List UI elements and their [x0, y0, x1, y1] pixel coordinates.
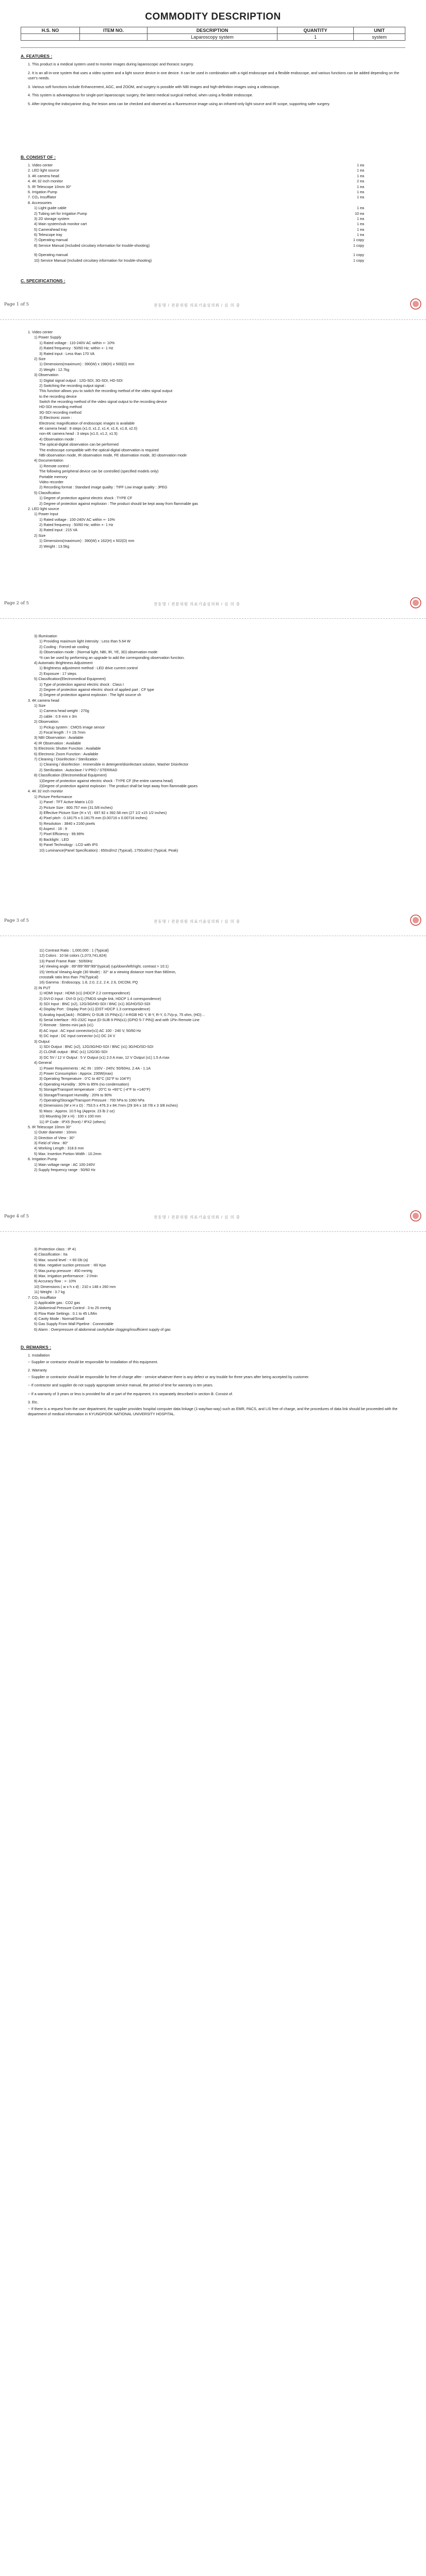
- consist-item-label: 8. Accessories: [28, 200, 52, 205]
- page-separator: [0, 319, 426, 320]
- spec-line: NBI observation mode, IR observation mode, FE observation mode, 3D observation mode: [39, 452, 187, 457]
- spec-line: 1) Picture Performance: [34, 794, 72, 799]
- consist-item-label: 2. LED light source: [28, 168, 59, 173]
- consist-item-label: 7) Operating manual: [34, 238, 68, 243]
- spec-line: The following peripheral device can be controlled (specified models only): [39, 469, 159, 474]
- spec-line: 6) Max. negative suction pressure : -60 Kpa: [34, 1263, 106, 1268]
- spec-line: 5) Gas Supply From Wall Pipeline : Connectable: [34, 1321, 113, 1327]
- consist-item-label: 5. IR Telescope 10mm 30°: [28, 184, 72, 189]
- spec-line: 1) Digital signal output : 12G-SDI, 3G-SDI, HD-SDI: [39, 378, 123, 383]
- remarks-title: D. REMARKS :: [21, 1345, 52, 1350]
- page-separator: [0, 618, 426, 619]
- consist-item: [21, 243, 405, 248]
- seal-stamp-icon: [409, 597, 422, 609]
- spec-line: 5) Max. sound level : < 60 Db (a): [34, 1257, 88, 1262]
- remark-item: -- Supplier or contractor should be responsible for installation of this equipment.: [28, 1359, 158, 1364]
- spec-line: 8) Backlight : LED: [39, 837, 69, 842]
- page-number: Page 1 of 5: [4, 302, 29, 307]
- spec-line: 4) Observation mode :: [39, 436, 76, 442]
- header-value-cell: 1: [277, 34, 354, 41]
- consist-item-label: 6. Irrigation Pump: [28, 189, 57, 194]
- consist-item: [21, 168, 405, 173]
- spec-line: 1) Dimensions(maximum) : 390(W) x 198(H) x 500(D) mm: [39, 362, 135, 367]
- spec-block-2: [21, 634, 405, 853]
- spec-line: 2) Size: [34, 533, 46, 538]
- feature-item: 3. Various soft functions include Enhancement, AGC, and ZOOM, and surgery is possible with NBI images and high-definition images using a videoscope.: [28, 84, 280, 89]
- consist-item: [21, 238, 405, 243]
- footer-reviewer-text: 전동명 / 전문위원 의료기술심의회 / 심 의 중: [154, 1215, 240, 1219]
- consist-item-label: 6) Telescope tray: [34, 232, 62, 238]
- spec-line: 3) Degree of protection against explosion : The light source sh: [39, 692, 141, 698]
- spec-line: 4) General: [34, 1060, 52, 1065]
- spec-line: 3) SDI Input : BNC (x2), 12G/3G/HD-SDI / BNC (x1) 3G/HD/SD-SDI: [39, 1001, 151, 1006]
- spec-line: 3) Field of View : 80°: [34, 1141, 69, 1146]
- spec-line: 2) IN PUT: [34, 985, 51, 990]
- spec-line: Electronic magnification of endoscopic images is available: [39, 420, 135, 426]
- spacer: [21, 248, 405, 252]
- spec-line: 2) Rated frequency : 50/60 Hz; within +- 1 Hz: [39, 346, 113, 351]
- spec-line: Switch the recording method of the video signal output to the recording device: [39, 399, 167, 404]
- spec-line: 8) Max. irrigation performance : 2 l/min: [34, 1273, 98, 1278]
- spec-line: 5) Analog Input(Jack) : RGBHV, D-SUB 15 PIN(x1) / 4-RGB HD Y, B-Y, R-Y, 0.7Vp-p, 75 ohm, (HD)…: [39, 1012, 205, 1017]
- spec-line: 2) Direction of View : 30°: [34, 1135, 75, 1140]
- spec-line: 4) IR Observation : Available: [34, 740, 81, 745]
- page-footer: [4, 1213, 422, 1226]
- consist-item: [21, 222, 405, 227]
- spec-line: 2) Recording format : Standard image quality : TIFF Low image quality : JPEG: [39, 485, 168, 490]
- feature-item: 4. This system is advantageous for single-port laparoscopic surgery, the latest medical surgical method, when using a flexible endoscope.: [28, 93, 253, 97]
- spec-line: 5) Electronic Shutter Function : Available: [34, 746, 101, 751]
- consist-item-quantity: 1 copy: [353, 243, 364, 248]
- remarks-section: [21, 1345, 405, 1420]
- consist-item-label: 3) 2D storage system: [34, 216, 70, 221]
- spec-line: 2) Switching the recording output signal :: [39, 383, 106, 388]
- spec-line: 3) Operating Temperature : 0°C to 40°C (32°F to 104°F): [39, 1076, 131, 1081]
- consist-item: [21, 258, 405, 263]
- consist-item: [21, 200, 405, 206]
- spec-line: 3) Flow Rate Settings : 0.1 to 45 L/Min: [34, 1311, 97, 1316]
- header-value-cell: system: [354, 34, 405, 41]
- spec-line: 15) Vertical Viewing Angle (30 Mode) : 32° at a viewing distance more than 680mm,: [39, 969, 176, 974]
- spec-line: 1) Type of protection against electric shock : Class I: [39, 682, 124, 687]
- spec-line: 1) Main voltage range : AC 100-240V: [34, 1162, 95, 1167]
- consist-title: B. CONSIST OF :: [21, 155, 56, 160]
- spec-line: 2) Sterilization : Autoclave / V-PRO / STERRAD: [39, 767, 118, 772]
- spec-line: 1) Remote control :: [39, 463, 71, 468]
- spec-line: 10) Dimensions ( w x h x d) : 210 x 148 x 260 mm: [34, 1284, 116, 1289]
- spec-block-3: [21, 948, 405, 1173]
- spec-line: to the recording device: [39, 394, 77, 399]
- spec-line: 1) Applicable gas : CO2 gas: [34, 1300, 80, 1305]
- remark-item: -- If contractor and supplier do not supply appropriate service manual, the period of time for warranty is ten years.: [28, 1383, 214, 1387]
- spec-line: 2) Power Consumption : Approx. 230W(max): [39, 1071, 113, 1076]
- consist-item-quantity: 1 ea: [357, 216, 364, 221]
- spec-line: 11) Contrast Ratio : 1,000,000 : 1 (Typical): [39, 948, 109, 953]
- spec-line: The endoscope compatible with the optical-digital observation is required: [39, 447, 159, 452]
- spec-line: 3) Observation: [34, 372, 59, 378]
- remark-item: -- If there is a request from the user department, the supplier provides hospital computer data linkage (1-way/two-way) such as EMR, PACS, and LIS free of charge, and the procedures of data link should be proceeded with the department of medical information in KYUNGPOOK NATIONAL UNIVERSITY HOSPITAL.: [28, 1406, 398, 1416]
- spec-line: 2)Degree of protection against explosion : The product shall be kept away from flammable gases: [39, 783, 198, 788]
- spec-line: 4) Classification : IIa: [34, 1252, 68, 1257]
- spec-line: 2. LED light source: [28, 506, 59, 511]
- spec-line: 2) Size: [34, 356, 46, 361]
- spec-line: 2) Cooling : Forced-air cooling: [39, 644, 89, 649]
- features-title: A. FEATURES :: [21, 54, 53, 59]
- page-1: [0, 0, 426, 606]
- page-number: Page 3 of 5: [4, 918, 29, 923]
- page-footer: [4, 917, 422, 930]
- consist-item: [21, 232, 405, 238]
- spec-line: 8) AC input : AC input connector(x1) AC 100 - 240 V, 50/60 Hz: [39, 1028, 141, 1033]
- spec-line: 2) Degree of protection against explosion : The product should be kept away from flammable gas: [39, 501, 198, 506]
- spec-line: 7) Cleaning / Disinfection / Sterilization: [34, 756, 98, 761]
- consist-item-label: 7. CO₂ Insufflator: [28, 195, 56, 200]
- spec-line: 5) Storage/Transport temperature : -20°C to +60°C (-4°F to +140°F): [39, 1087, 151, 1092]
- header-value-cell: [79, 34, 148, 41]
- consist-item: [21, 252, 405, 258]
- spec-line: 2) Focal length : f = 19.7mm: [39, 730, 86, 735]
- spec-line: 3) Rated input : 215 VA: [39, 528, 78, 533]
- spec-line: 4K camera head : 8 steps (x1.0, x1.2, x1.4, x1.6, x1.8, x2.0): [39, 426, 138, 431]
- spec-line: 7) Max.pump pressure : 450 mmHg: [34, 1268, 93, 1273]
- spec-line: 1) Power Supply: [34, 335, 61, 340]
- consist-item: [21, 179, 405, 184]
- spec-line: 2) DVI-D Input : DVI-D (x1) (TMDS single link, HDCP 1.4 correspondence): [39, 996, 161, 1001]
- seal-stamp-icon: [409, 914, 422, 926]
- spec-line: 4) Operating Humidity : 30% to 85% (no condensation): [39, 1081, 129, 1087]
- consist-item-quantity: 1 ea: [357, 184, 364, 189]
- spec-line: 3) NBI Observation : Available: [34, 735, 84, 740]
- consist-item-quantity: 1 ea: [357, 189, 364, 194]
- spec-line: 10) Luminance(Panel Specification) : 650cd/m2 (Typical), 1750cd/m2 (Typical, Peak): [39, 848, 178, 853]
- spec-line: 5. IR Telescope 10mm 30°: [28, 1124, 72, 1129]
- spec-line: 2) Rated frequency : 50/60 Hz; within +- 1 Hz: [39, 522, 113, 528]
- spec-line: 9) Accuracy flow : +- 10%: [34, 1279, 76, 1284]
- consist-item-label: 10) Service Manual (Included circuitary information for trouble-shooting): [34, 258, 152, 263]
- spec-line: 4) Cavity Mode : Normal/Small: [34, 1316, 85, 1321]
- spec-line: 4) Automatic Brightness Adjustment: [34, 660, 93, 665]
- spec-line: 1)Degree of protection against electric shock : TYPE CF (the entire camera head): [39, 778, 173, 783]
- consist-item-quantity: 1 ea: [357, 227, 364, 232]
- spec-line: 1) Brightness adjustment method : LED drive current control: [39, 666, 138, 671]
- page-3: [0, 629, 426, 1226]
- consist-item-label: 9) Operating manual: [34, 252, 68, 258]
- spec-line: HD-SDI recording method: [39, 404, 82, 410]
- spec-line: 7) Operating/Storage/Transport Pressure : 700 hPa to 1060 hPa: [39, 1097, 144, 1103]
- spec-line: The optical-digital observation can be performed: [39, 442, 119, 447]
- spec-line: 1) Power Requirements : AC IN : 100V - 240V, 50/60Hz, 2.4A - 1.1A: [39, 1065, 151, 1071]
- header-cell: ITEM NO.: [79, 27, 148, 34]
- spec-line: 12) Colors : 10 bit colors (1,073,741,824): [39, 953, 107, 958]
- header-value-cell: Laparoscopy system: [148, 34, 277, 41]
- spec-line: 2) cable : 0.9 mm x 3m: [39, 714, 77, 719]
- spec-line: 2) Exposure : 17 steps: [39, 671, 76, 676]
- spec-line: *It can be used by performing an upgrade to add the corresponding observation function.: [39, 655, 185, 660]
- spec-line: 3G-SDI recording method: [39, 410, 81, 415]
- spec-line: 3) Effective Picture Size (H x V) : 697.92 x 392.58 mm (27 1/2 x15 1/2 inches): [39, 810, 167, 815]
- consist-item-label: 5) Camerahead tray: [34, 227, 67, 232]
- consist-item-quantity: 1 copy: [353, 238, 364, 243]
- spec-line: 9) Panel Technology : LCD with IPS: [39, 842, 98, 848]
- spec-line: 5) Max. Insertion Portion Width : 10.2mm: [34, 1151, 102, 1156]
- spec-line: 2) Picture Size : 800.757 mm (31.5/8 inches): [39, 805, 113, 810]
- consist-item-quantity: 10 ea: [355, 211, 364, 216]
- consist-item-quantity: 1 copy: [353, 258, 364, 263]
- consist-section: [21, 155, 405, 263]
- consist-item: [21, 174, 405, 179]
- header-cell: QUANTITY: [277, 27, 354, 34]
- spec-line: 2) Weight : 12.7kg: [39, 367, 70, 372]
- consist-item: [21, 195, 405, 200]
- spec-line: 14) Viewing angle : 89°/89°/89°/89°(typical) (up/down/left/right, contrast > 10:1): [39, 964, 169, 969]
- page-number: Page 4 of 5: [4, 1214, 29, 1219]
- spec-line: 6) Alarm : Overpressure of abdominal cavity/tube clogging/insufficient supply of gas: [34, 1327, 171, 1332]
- consist-item-quantity: 1 ea: [357, 168, 364, 173]
- spec-line: 1) Power Input: [34, 512, 58, 517]
- spec-line: 1. Video center: [28, 330, 53, 334]
- spec-line: 1) Degree of protection against electric shock : TYPE CF: [39, 496, 133, 501]
- spec-line: 8) Dimensions (W x H x D) : 753.5 x 476.3 x 84.7mm (29 3/4 x 18 7/8 x 3 3/8 inches): [39, 1103, 178, 1108]
- spec-line: 6) Electronic Zoom Function : Available: [34, 751, 99, 756]
- spec-line: 6) Aspect : 16 : 9: [39, 826, 67, 832]
- consist-item-quantity: 1 ea: [357, 206, 364, 211]
- consist-item-quantity: 2 ea: [357, 179, 364, 184]
- remark-item: -- Supplier or contractor should be responsible for free of charge after - service whatever there is any defect or any trouble for three years after being accepted by customer.: [28, 1374, 309, 1379]
- spec-line: 1) Panel : TFT Active Matrix LCD: [39, 800, 93, 805]
- features-section: [21, 54, 405, 110]
- spec-line: 7) Pixel Efficiency : 99.99%: [39, 832, 84, 837]
- consist-item-quantity: 1 ea: [357, 195, 364, 200]
- spec-line: 13) Panel Frame Rate : 50/60Hz: [39, 958, 93, 963]
- spec-line: 3) Protection class : IP 41: [34, 1247, 76, 1251]
- spec-line: 2) Degree of protection against electric shock of applied part : CF type: [39, 687, 154, 692]
- spec-block-4: [21, 1247, 405, 1332]
- spec-line: 1) Rated voltage : 110-240V AC within +- 10%: [39, 340, 115, 345]
- spec-line: This function allows you to switch the recording method of the video signal output: [39, 388, 173, 394]
- spec-line: 3) Output: [34, 1039, 50, 1044]
- consist-item: [21, 190, 405, 195]
- remark-item: 3. Etc.: [28, 1400, 39, 1404]
- spec-line: 1) HDMI Input : HDMI (x1) (HDCP 2.2 correspondence): [39, 991, 130, 996]
- spec-line: 1) Cleaning / disinfection : Immersible in detergent/disinfectant solution, Washer Disinfector: [39, 762, 189, 767]
- seal-stamp-icon: [409, 298, 422, 310]
- spec-line: 11) Weight : 3.7 kg: [34, 1290, 65, 1295]
- consist-item-label: 3. 4K camera head: [28, 173, 59, 178]
- spec-line: 1) Size: [34, 703, 46, 708]
- footer-reviewer-text: 전동명 / 전문위원 의료기술심의회 / 심 의 중: [154, 303, 240, 308]
- page-number: Page 2 of 5: [4, 601, 29, 606]
- spec-line: 1) SDI Output : BNC (x2), 12G/3G/HD-SDI / BNC (x1) 3G/HD/SD-SDI: [39, 1044, 154, 1049]
- spec-line: 5) Classification: [34, 490, 60, 495]
- spec-line: 3) DC 5V / 12 V Output : 5 V Output (x1) 2.0 A max, 12 V Output (x1) 1.5 A max: [39, 1055, 170, 1060]
- consist-item-label: 4) Main system/sub monitor cart: [34, 222, 87, 227]
- consist-item-label: 8) Service Manual (Included circuitary information for trouble-shooting): [34, 243, 150, 248]
- remark-item: 2. Warranty: [28, 1368, 47, 1372]
- header-cell: DESCRIPTION: [148, 27, 277, 34]
- consist-item-quantity: 1 ea: [357, 232, 364, 238]
- specs-heading: [21, 278, 405, 283]
- spec-line: 10) Mounting (W x H) : 100 x 100 mm: [39, 1114, 101, 1119]
- spec-line: 11) IP Code : IPX5 (front) / IPX2 (others): [39, 1119, 106, 1124]
- spec-line: 8) Classification (Electromedical Equipment): [34, 773, 107, 778]
- consist-item: [21, 184, 405, 190]
- spec-line: Portable memory: [39, 474, 68, 479]
- header-cell: H.S. NO: [21, 27, 80, 34]
- spec-line: 3) Observation mode : (Normal light, NBI, IR, YE, 3D) observation mode: [39, 650, 158, 655]
- document-title: COMMODITY DESCRIPTION: [145, 11, 281, 22]
- remark-item: 1. Installation: [28, 1353, 50, 1358]
- spec-line: 4. 4K 32 inch monitor: [28, 789, 63, 794]
- spec-line: 2) Supply frequency range : 50/60 Hz: [34, 1167, 96, 1173]
- page-footer: [4, 301, 422, 314]
- spec-line: 7. CO₂ Insufflator: [28, 1295, 56, 1300]
- spec-line: 4) Documentation: [34, 458, 63, 463]
- spec-line: 4) Pixel pitch : 0.18175 x 0.18175 mm (0.00716 x 0.00716 inches): [39, 816, 148, 821]
- spec-block-1: [21, 330, 405, 549]
- spec-line: 1) Pickup system : CMOS image sensor: [39, 724, 105, 730]
- spec-line: Video recorder: [39, 479, 64, 484]
- specifications-title: C. SPECIFICATIONS :: [21, 278, 65, 283]
- consist-item: [21, 216, 405, 222]
- spec-line: 6) Storage/Transport Humidity : 20% to 90%: [39, 1092, 112, 1097]
- consist-item-label: 1) Light guide cable: [34, 206, 67, 211]
- spec-line: 9) DC input : DC input connector (x1) DC 24 V: [39, 1033, 116, 1039]
- consist-item-label: 2) Tubing set for Irrigation Pump: [34, 211, 87, 216]
- seal-stamp-icon: [409, 1210, 422, 1222]
- page-separator: [0, 1231, 426, 1232]
- feature-item: 2. It is an all-in-one system that uses a video system and a light source device in one device. It can be used in combination with a rigid endoscope and a flexible endoscope, and various functions can be added depending on the user's needs.: [28, 70, 400, 80]
- spec-line: 4) Working Length : 318.6 mm: [34, 1146, 84, 1151]
- spec-line: 9) Mass : Approx. 10.5 kg (Approx. 23 lb 2 oz): [39, 1108, 115, 1113]
- spec-line: 6. Irrigation Pump: [28, 1157, 57, 1162]
- header-cell: UNIT: [354, 27, 405, 34]
- spec-line: 1) Rated voltage : 100-240V AC within +- 10%: [39, 517, 115, 522]
- consist-item-label: 1. Video center: [28, 163, 53, 167]
- divider: [21, 47, 405, 48]
- consist-item: [21, 163, 405, 168]
- spec-line: 5) Resolution : 3840 x 2160 pixels: [39, 821, 95, 826]
- page-footer: [4, 600, 422, 613]
- consist-item: [21, 211, 405, 216]
- feature-item: 5. After injecting the indocyanine drug, the lesion area can be checked and observed as a fluorescence image using an infrared-only light source and IR scope, supporting safer surgery.: [28, 101, 330, 106]
- consist-item-label: 4. 4K 32 inch monitor: [28, 179, 63, 184]
- consist-item-quantity: 1 copy: [353, 252, 364, 258]
- spec-line: 2) Observation: [34, 719, 59, 724]
- spec-line: crosstalk ratio less than 7%(Typical): [39, 974, 99, 979]
- spec-line: 1) Dimensions(maximum) : 390(W) x 162(H) x 502(D) mm: [39, 538, 135, 544]
- footer-reviewer-text: 전동명 / 전문위원 의료기술심의회 / 심 의 중: [154, 919, 240, 924]
- consist-item-quantity: 1 ea: [357, 173, 364, 178]
- header-value-cell: [21, 34, 80, 41]
- spec-line: 2) Weight : 13.5kg: [39, 544, 70, 549]
- consist-item: [21, 227, 405, 232]
- spec-line: 1) Providing maximum light intensity : Less than 5.64 W: [39, 639, 130, 644]
- spec-line: 2) Abdominal Pressure Control : 3 to 25 mmHg: [34, 1306, 111, 1311]
- spec-line: 3) Rated input : Less than 170 VA: [39, 351, 95, 356]
- spec-line: 1) Camera head weight : 270g: [39, 708, 89, 714]
- footer-reviewer-text: 전동명 / 전문위원 의료기술심의회 / 심 의 중: [154, 602, 240, 606]
- spec-line: 3) Electronic zoom :: [39, 415, 72, 420]
- spec-line: 6) Serial Interface : RS-232C Input (D-SUB 9 PIN(x1) (GPIO 5-7 PIN)) and with 1Pin Remote Line: [39, 1018, 200, 1023]
- consist-item: [21, 206, 405, 211]
- spec-line: 4) Display Port : Display Port (x1) (DST HDCP 1.3 correspondence): [39, 1007, 151, 1012]
- spec-line: 1) Outer diameter : 10mm: [34, 1130, 77, 1135]
- consist-item-quantity: 1 ea: [357, 163, 364, 167]
- spec-line: 2) CLONE output : BNC (x1) 12G/3G-SDI: [39, 1049, 108, 1055]
- spec-line: 3. 4K camera head: [28, 698, 59, 703]
- spec-line: 3) Illumination: [34, 634, 57, 638]
- consist-item-quantity: 1 ea: [357, 222, 364, 227]
- spec-line: 7) Remote : Stereo mini jack (x1): [39, 1023, 94, 1028]
- remark-item: -- If a warranty of 3 years or less is provided for all or part of the equipment, it is separately described in section B. Consist of.: [28, 1391, 233, 1396]
- spec-line: 16) Gamma : Endoscopy, 1.8, 2.0, 2.2, 2.4, 2.6, DICOM, PQ: [39, 980, 138, 985]
- page-5: [0, 1242, 426, 2576]
- header-table: [21, 27, 405, 41]
- spec-line: non-4K camera head : 3 steps (x1.0, x1.2, x1.5): [39, 431, 118, 436]
- feature-item: 1. This product is a medical system used to monitor images during laparoscopic and thoracic surgery.: [28, 62, 194, 66]
- spec-line: 5) Classification(Electromedical Equipment): [34, 676, 106, 682]
